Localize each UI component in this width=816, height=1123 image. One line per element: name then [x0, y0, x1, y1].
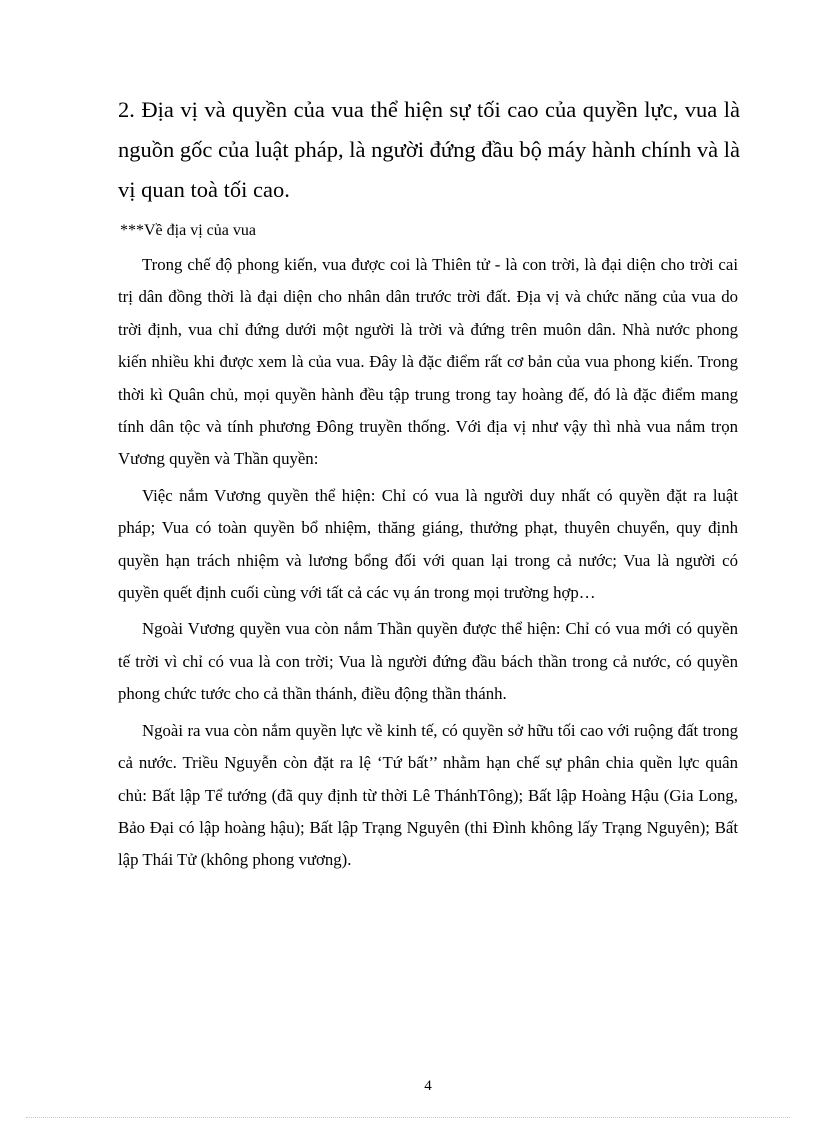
section-heading: 2. Địa vị và quyền của vua thể hiện sự tối cao của quyền lực, vua là nguồn gốc của luật pháp, là người đứng đầu bộ máy hành chính và là vị quan toà tối cao. — [118, 97, 740, 202]
paragraph: Ngoài Vương quyền vua còn nắm Thần quyền được thể hiện: Chỉ có vua mới có quyền tế trời vì chỉ có vua là con trời; Vua là người đứng đầu bách thần trong cả nước, có quyền phong chức tước cho cả thần thánh, điều động thần thánh. — [118, 619, 738, 704]
subsection-heading: ***Về địa vị của vua — [120, 222, 256, 239]
paragraph: Trong chế độ phong kiến, vua được coi là Thiên tử - là con trời, là đại diện cho trời cai trị dân đồng thời là đại diện cho nhân dân trước trời đất. Địa vị và chức năng của vua do trời định, vua chỉ đứng dưới một người là trời và đứng trên muôn dân. Nhà nước phong kiến nhiều khi được xem là của vua. Đây là đặc điểm rất cơ bản của vua phong kiến. Trong thời kì Quân chủ, mọi quyền hành đều tập trung trong tay hoàng đế, đó là đặc điểm mang tính dân tộc và tính phương Đông truyền thống. Với địa vị như vậy thì nhà vua nắm trọn Vương quyền và Thần quyền: — [118, 255, 738, 469]
body-text — [118, 249, 738, 881]
paragraph: Ngoài ra vua còn nắm quyền lực về kinh tế, có quyền sở hữu tối cao với ruộng đất trong cả nước. Triều Nguyễn còn đặt ra lệ ‘Tứ bất’’ nhằm hạn chế sự phân chia quền lực quân chủ: Bất lập Tể tướng (đã quy định từ thời Lê ThánhTông); Bất lập Hoàng Hậu (Gia Long, Bảo Đại có lập hoàng hậu); Bất lập Trạng Nguyên (thi Đình không lấy Trạng Nguyên); Bất lập Thái Tử (không phong vương). — [118, 720, 738, 870]
page-bottom-divider — [26, 1117, 790, 1118]
page-number: 4 — [424, 1078, 432, 1094]
paragraph: Việc nắm Vương quyền thể hiện: Chỉ có vua là người duy nhất có quyền đặt ra luật pháp; Vua có toàn quyền bổ nhiệm, thăng giáng, thưởng phạt, thuyên chuyển, quy định quyền hạn trách nhiệm và lương bổng đối với quan lại trong cả nước; Vua là người có quyền quết định cuối cùng với tất cả các vụ án trong mọi trường hợp… — [118, 485, 738, 603]
